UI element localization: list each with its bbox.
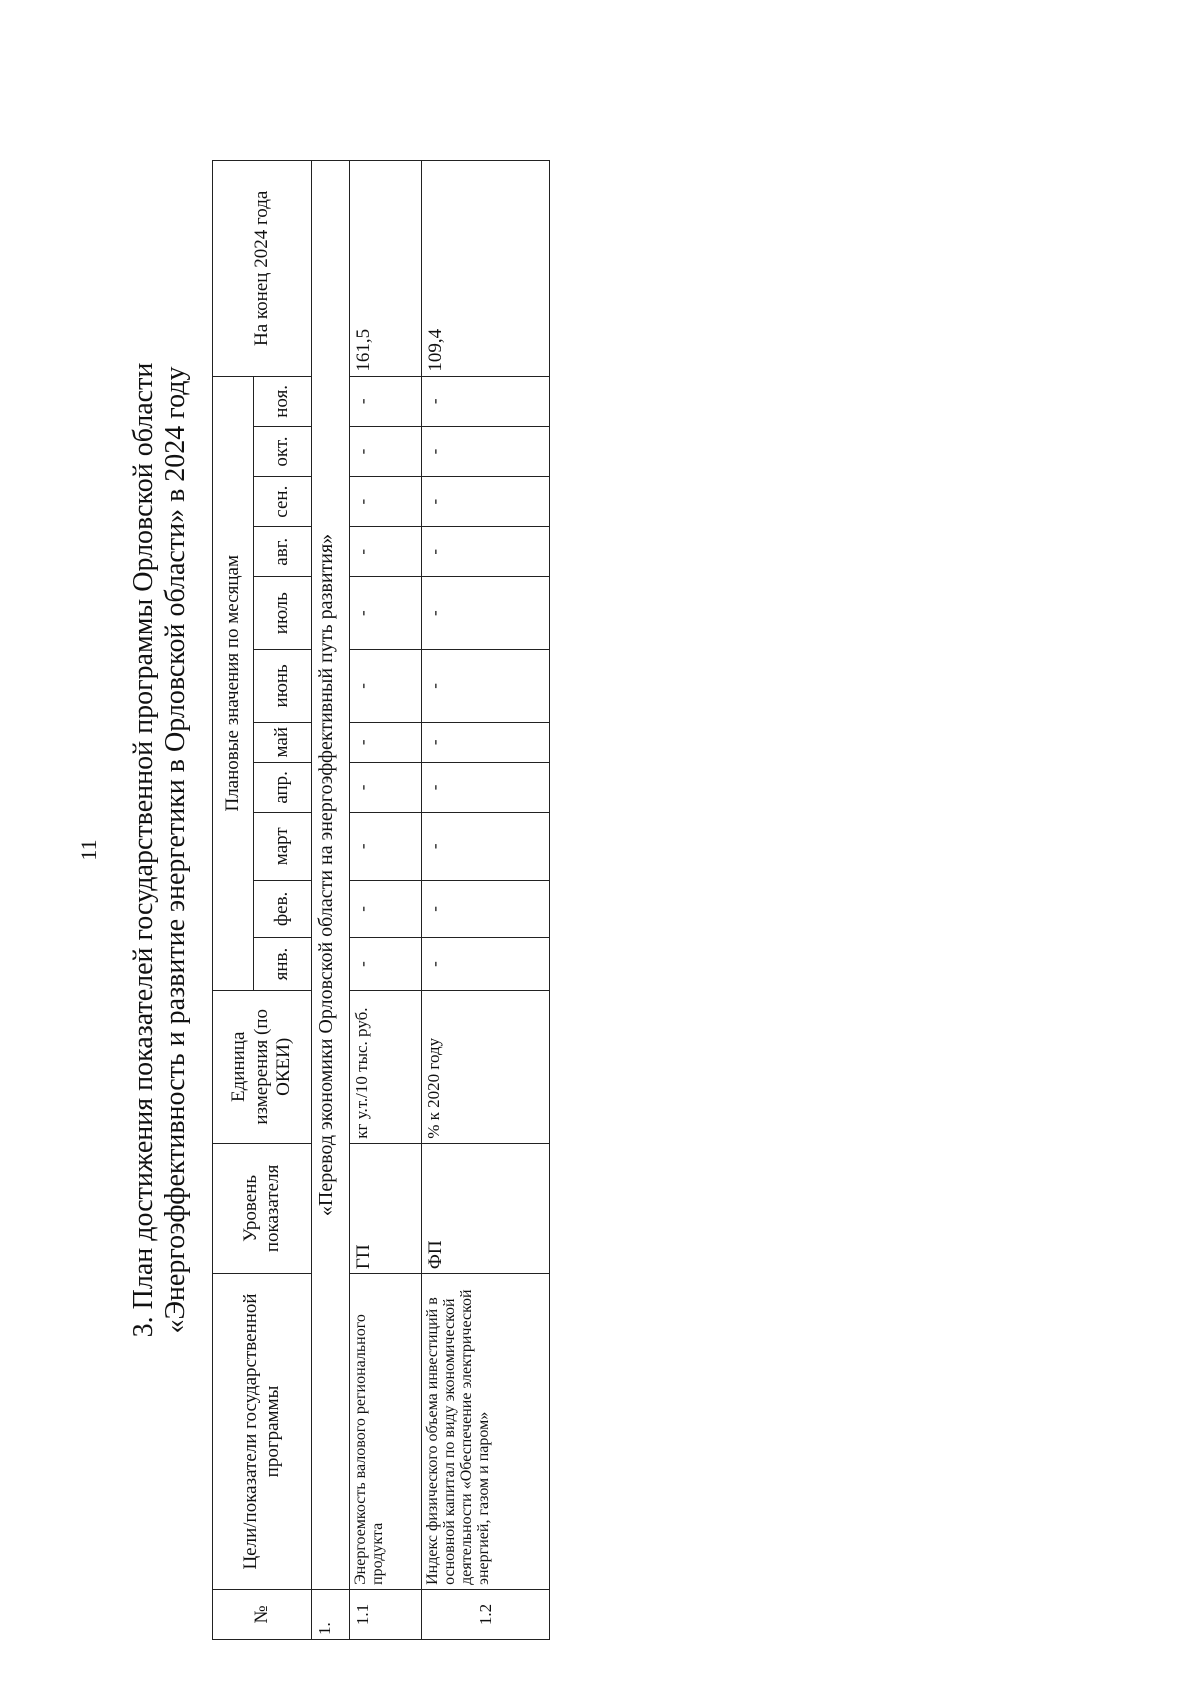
row-unit: % к 2020 году <box>422 990 550 1143</box>
row-month-value: - <box>350 812 422 880</box>
header-month: окт. <box>254 426 312 476</box>
row-month-value: - <box>422 762 550 812</box>
row-month-value: - <box>422 477 550 527</box>
row-indicator-name: Энергоемкость валового регионального продукта <box>350 1274 422 1590</box>
header-month: фев. <box>254 880 312 938</box>
row-month-value: - <box>422 577 550 650</box>
row-month-value: - <box>350 577 422 650</box>
header-end-of-year: На конец 2024 года <box>213 161 312 377</box>
row-unit: кг у.т./10 тыс. руб. <box>350 990 422 1143</box>
header-month: апр. <box>254 762 312 812</box>
table-row <box>422 161 550 1640</box>
header-level: Уровень показателя <box>213 1143 312 1273</box>
row-level: ФП <box>422 1143 550 1273</box>
header-month: март <box>254 812 312 880</box>
row-month-value: - <box>350 650 422 723</box>
row-end-of-year-value: 161,5 <box>350 161 422 377</box>
row-month-value: - <box>350 762 422 812</box>
header-month: ноя. <box>254 376 312 426</box>
row-month-value: - <box>422 650 550 723</box>
row-month-value: - <box>350 527 422 577</box>
row-month-value: - <box>350 376 422 426</box>
row-month-value: - <box>422 376 550 426</box>
row-month-value: - <box>350 880 422 938</box>
row-month-value: - <box>350 722 422 762</box>
header-row-1 <box>213 161 254 1640</box>
header-unit: Единица измерения (по ОКЕИ) <box>213 990 312 1143</box>
header-month: июль <box>254 577 312 650</box>
section-row <box>312 161 350 1640</box>
row-month-value: - <box>422 938 550 991</box>
page-number: 11 <box>76 839 101 861</box>
header-month: авг. <box>254 527 312 577</box>
header-number: № <box>213 1589 312 1639</box>
header-monthly-plan: Плановые значения по месяцам <box>213 376 254 990</box>
header-month: май <box>254 722 312 762</box>
header-goals: Цели/показатели государственной программы <box>213 1274 312 1590</box>
section-number: 1. <box>312 1589 350 1639</box>
section-title: «Перевод экономики Орловской области на энергоэффективный путь развития» <box>312 161 350 1590</box>
header-month: янв. <box>254 938 312 991</box>
document-title-line-2: «Энергоэффективность и развитие энергетики в Орловской области» в 2024 году <box>160 366 191 1334</box>
row-month-value: - <box>422 722 550 762</box>
row-month-value: - <box>422 527 550 577</box>
row-end-of-year-value: 109,4 <box>422 161 550 377</box>
row-month-value: - <box>422 880 550 938</box>
row-month-value: - <box>350 426 422 476</box>
row-level: ГП <box>350 1143 422 1273</box>
row-number: 1.2 <box>422 1589 550 1639</box>
row-month-value: - <box>350 938 422 991</box>
table-row <box>350 161 422 1640</box>
row-month-value: - <box>350 477 422 527</box>
header-month: июнь <box>254 650 312 723</box>
document-title-line-1: 3. План достижения показателей государственной программы Орловской области <box>128 362 159 1338</box>
header-month: сен. <box>254 477 312 527</box>
row-indicator-name: Индекс физического объема инвестиций в основной капитал по виду экономической деятельности «Обеспечение электрической энергией, газом и паром» <box>422 1274 550 1590</box>
indicators-plan-table <box>212 160 550 1640</box>
row-month-value: - <box>422 812 550 880</box>
row-number: 1.1 <box>350 1589 422 1639</box>
row-month-value: - <box>422 426 550 476</box>
